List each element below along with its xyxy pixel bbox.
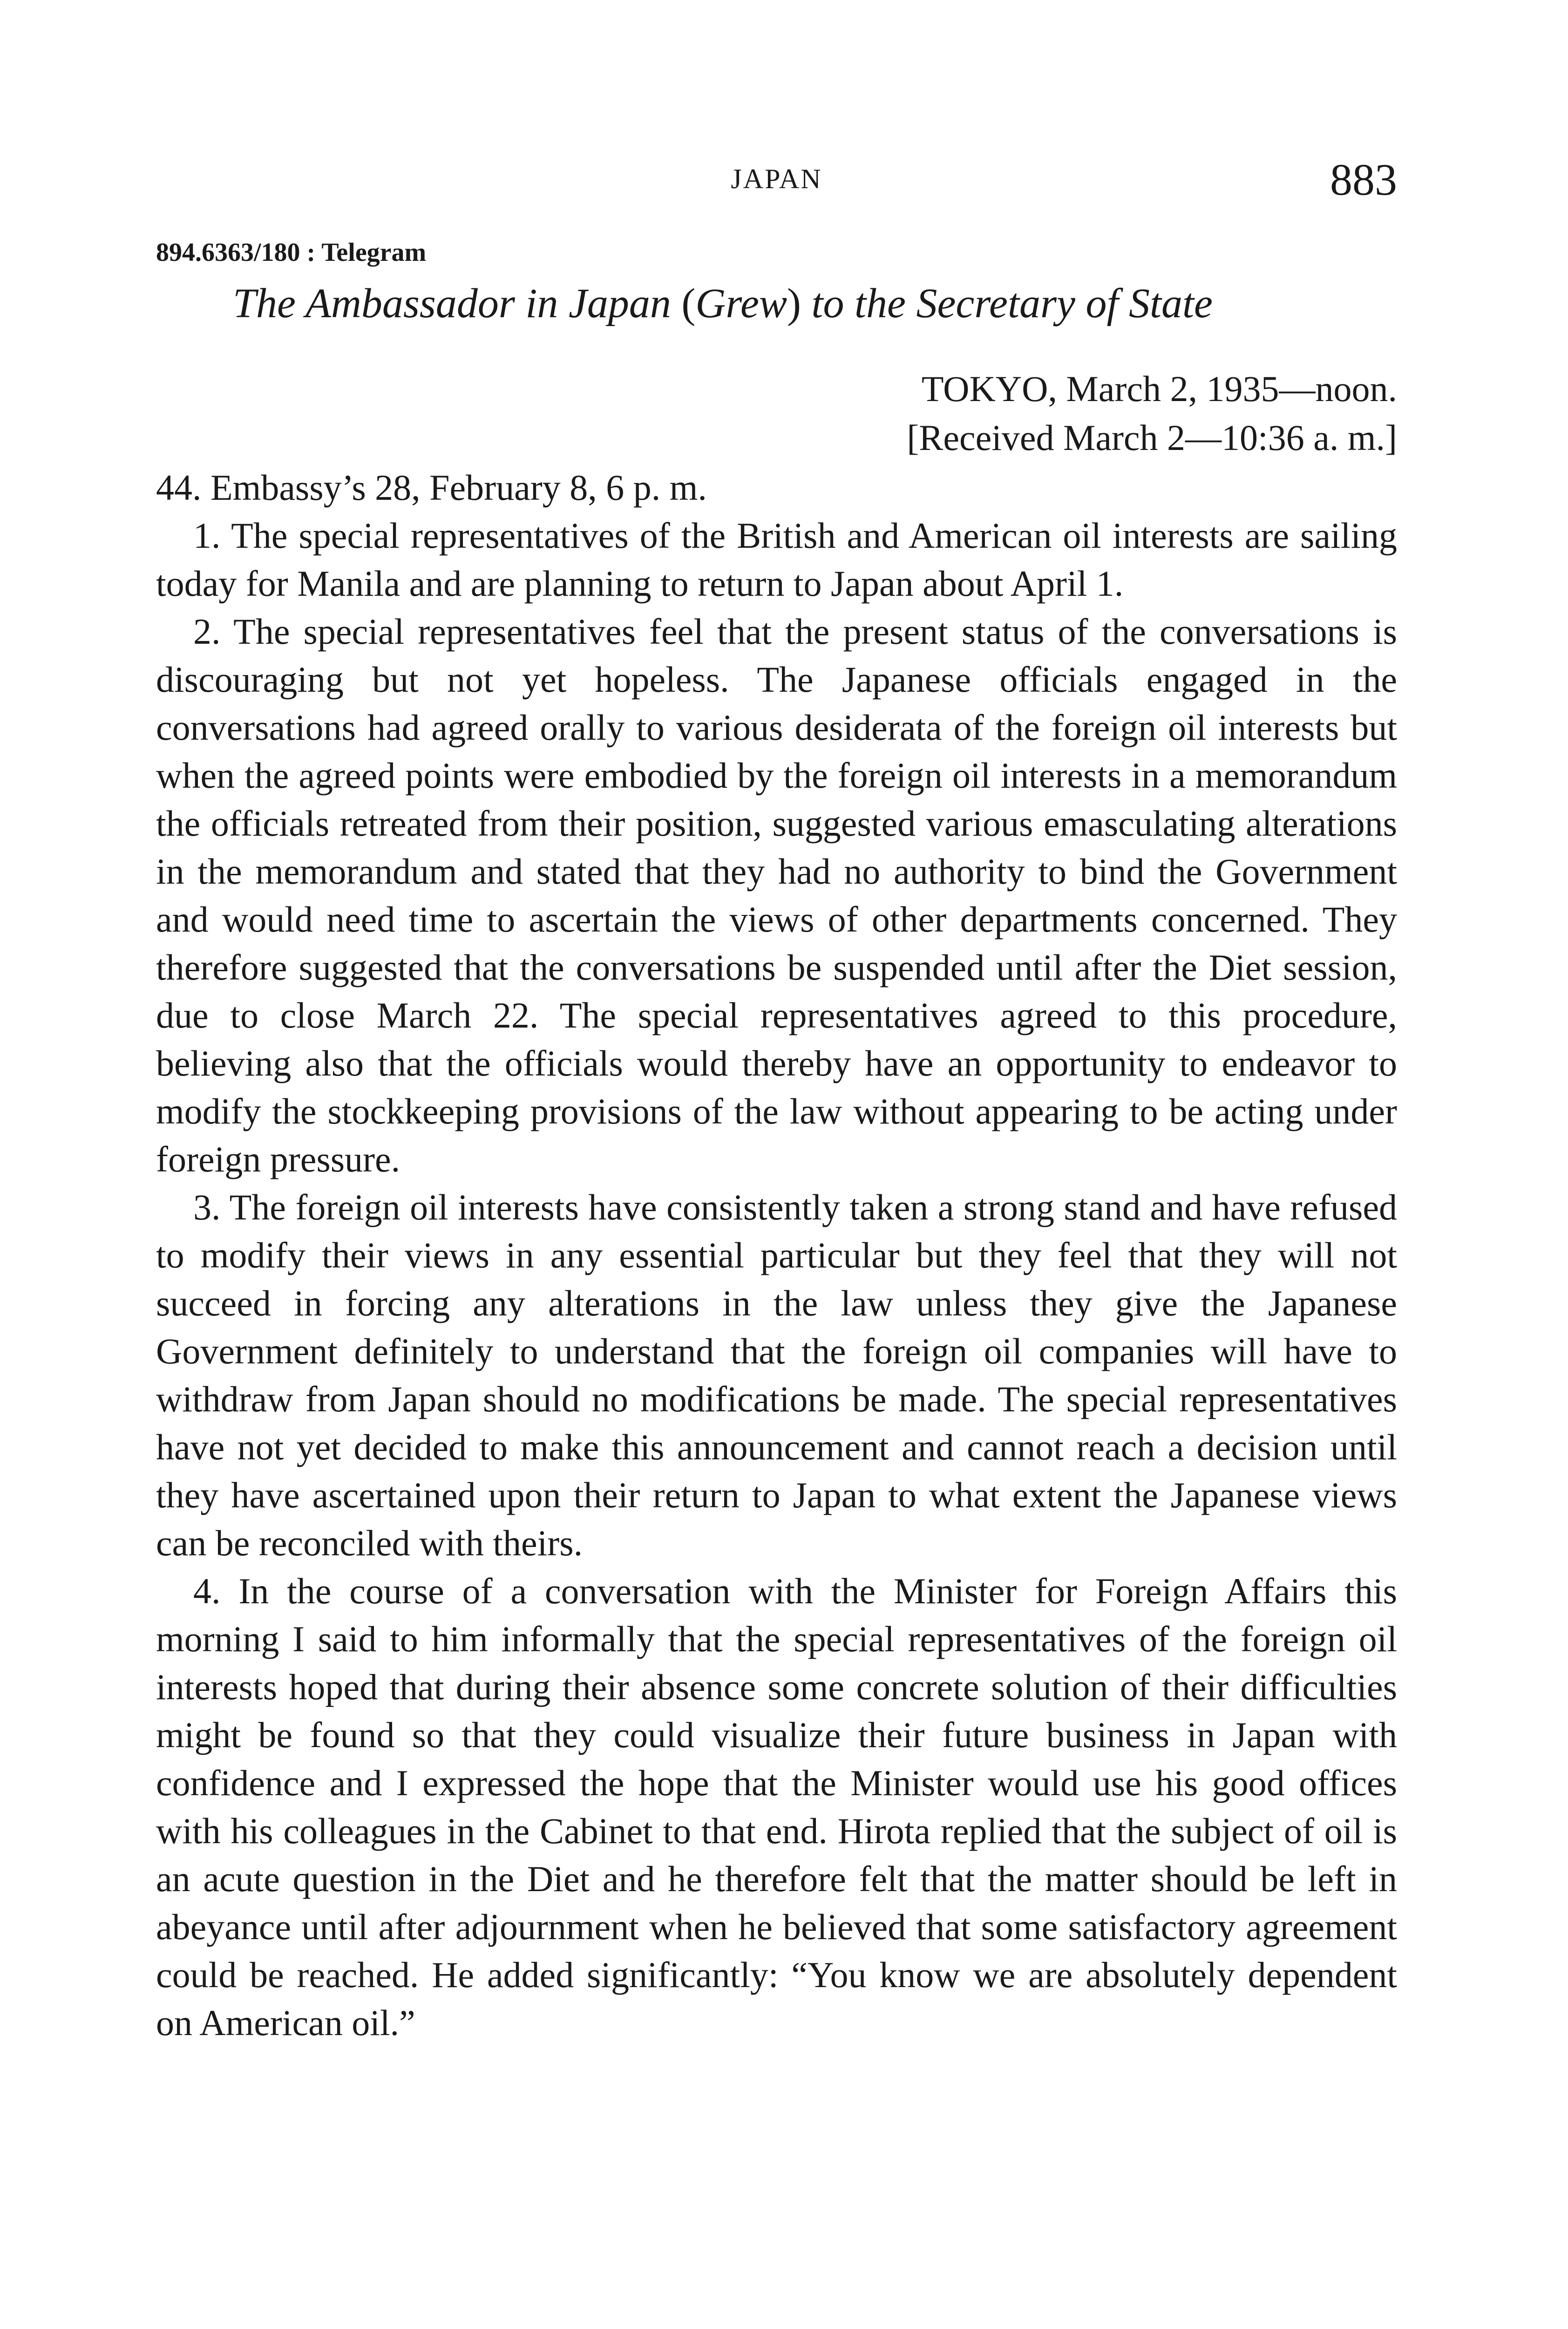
title-name: Grew [695,280,787,327]
paragraph-1: 1. The special representatives of the British and American oil interests are sailing today for Manila and are planning to return to Japan about April 1. [156,515,1397,604]
paragraph-2: 2. The special representatives feel that the present status of the conversations is discouraging but not yet hopeless. The Japanese officials engaged in the conversations had agreed orally to various desiderata of the foreign oil interests but when the agreed points were embodied by the foreign oil interests in a memorandum the officials retreated from their position, suggested various emasculating alterations in the memorandum and stated that they had no authority to bind the Government and would need time to ascertain the views of other departments concerned. They therefore suggested that the conversations be suspended until after the Diet session, due to close March 22. The special representatives agreed to this procedure, believing also that the officials would thereby have an opportunity to endeavor to modify the stockkeeping provisions of the law without appearing to be acting under foreign pressure. [156,611,1397,1179]
title-part-2: to the Secretary of State [811,280,1213,327]
title-paren-close: ) [787,280,812,327]
page-header [156,154,1397,210]
reference-line: 44. Embassy’s 28, February 8, 6 p. m. [156,467,707,508]
running-head: JAPAN [731,163,822,194]
paragraph-4: 4. In the course of a conversation with the Minister for Foreign Affairs this morning I said to him informally that the special representatives of the foreign oil interests hoped that during their absence some concrete solution of their difficulties might be found so that they could visualize their future business in Japan with confidence and I expressed the hope that the Minister would use his good offices with his colleagues in the Cabinet to that end. Hirota replied that the subject of oil is an acute question in the Diet and he therefore felt that the matter should be left in abeyance until after adjournment when he believed that some satisfactory agreement could be reached. He added significantly: “You know we are absolutely dependent on American oil.” [156,1571,1397,2043]
file-reference: 894.6363/180 : Telegram [156,238,427,267]
title-paren-open: ( [671,280,696,327]
paragraph-3: 3. The foreign oil interests have consistently taken a strong stand and have refused to modify their views in any essential particular but they feel that they will not succeed in forcing any alterations in the law unless they give the Japanese Government definitely to understand that the foreign oil companies will have to withdraw from Japan should no modifications be made. The special representatives have not yet decided to make this announcement and cannot reach a decision until they have ascertained upon their return to Japan to what extent the Japanese views can be reconciled with theirs. [156,1187,1397,1563]
received-line: [Received March 2—10:36 a. m.] [907,417,1397,458]
title-part-1: The Ambassador in Japan [233,280,671,327]
page-number: 883 [1330,155,1397,204]
document-title [233,279,1213,327]
place-date-line: TOKYO, March 2, 1935—noon. [921,368,1397,409]
telegram-body [156,463,1397,2047]
